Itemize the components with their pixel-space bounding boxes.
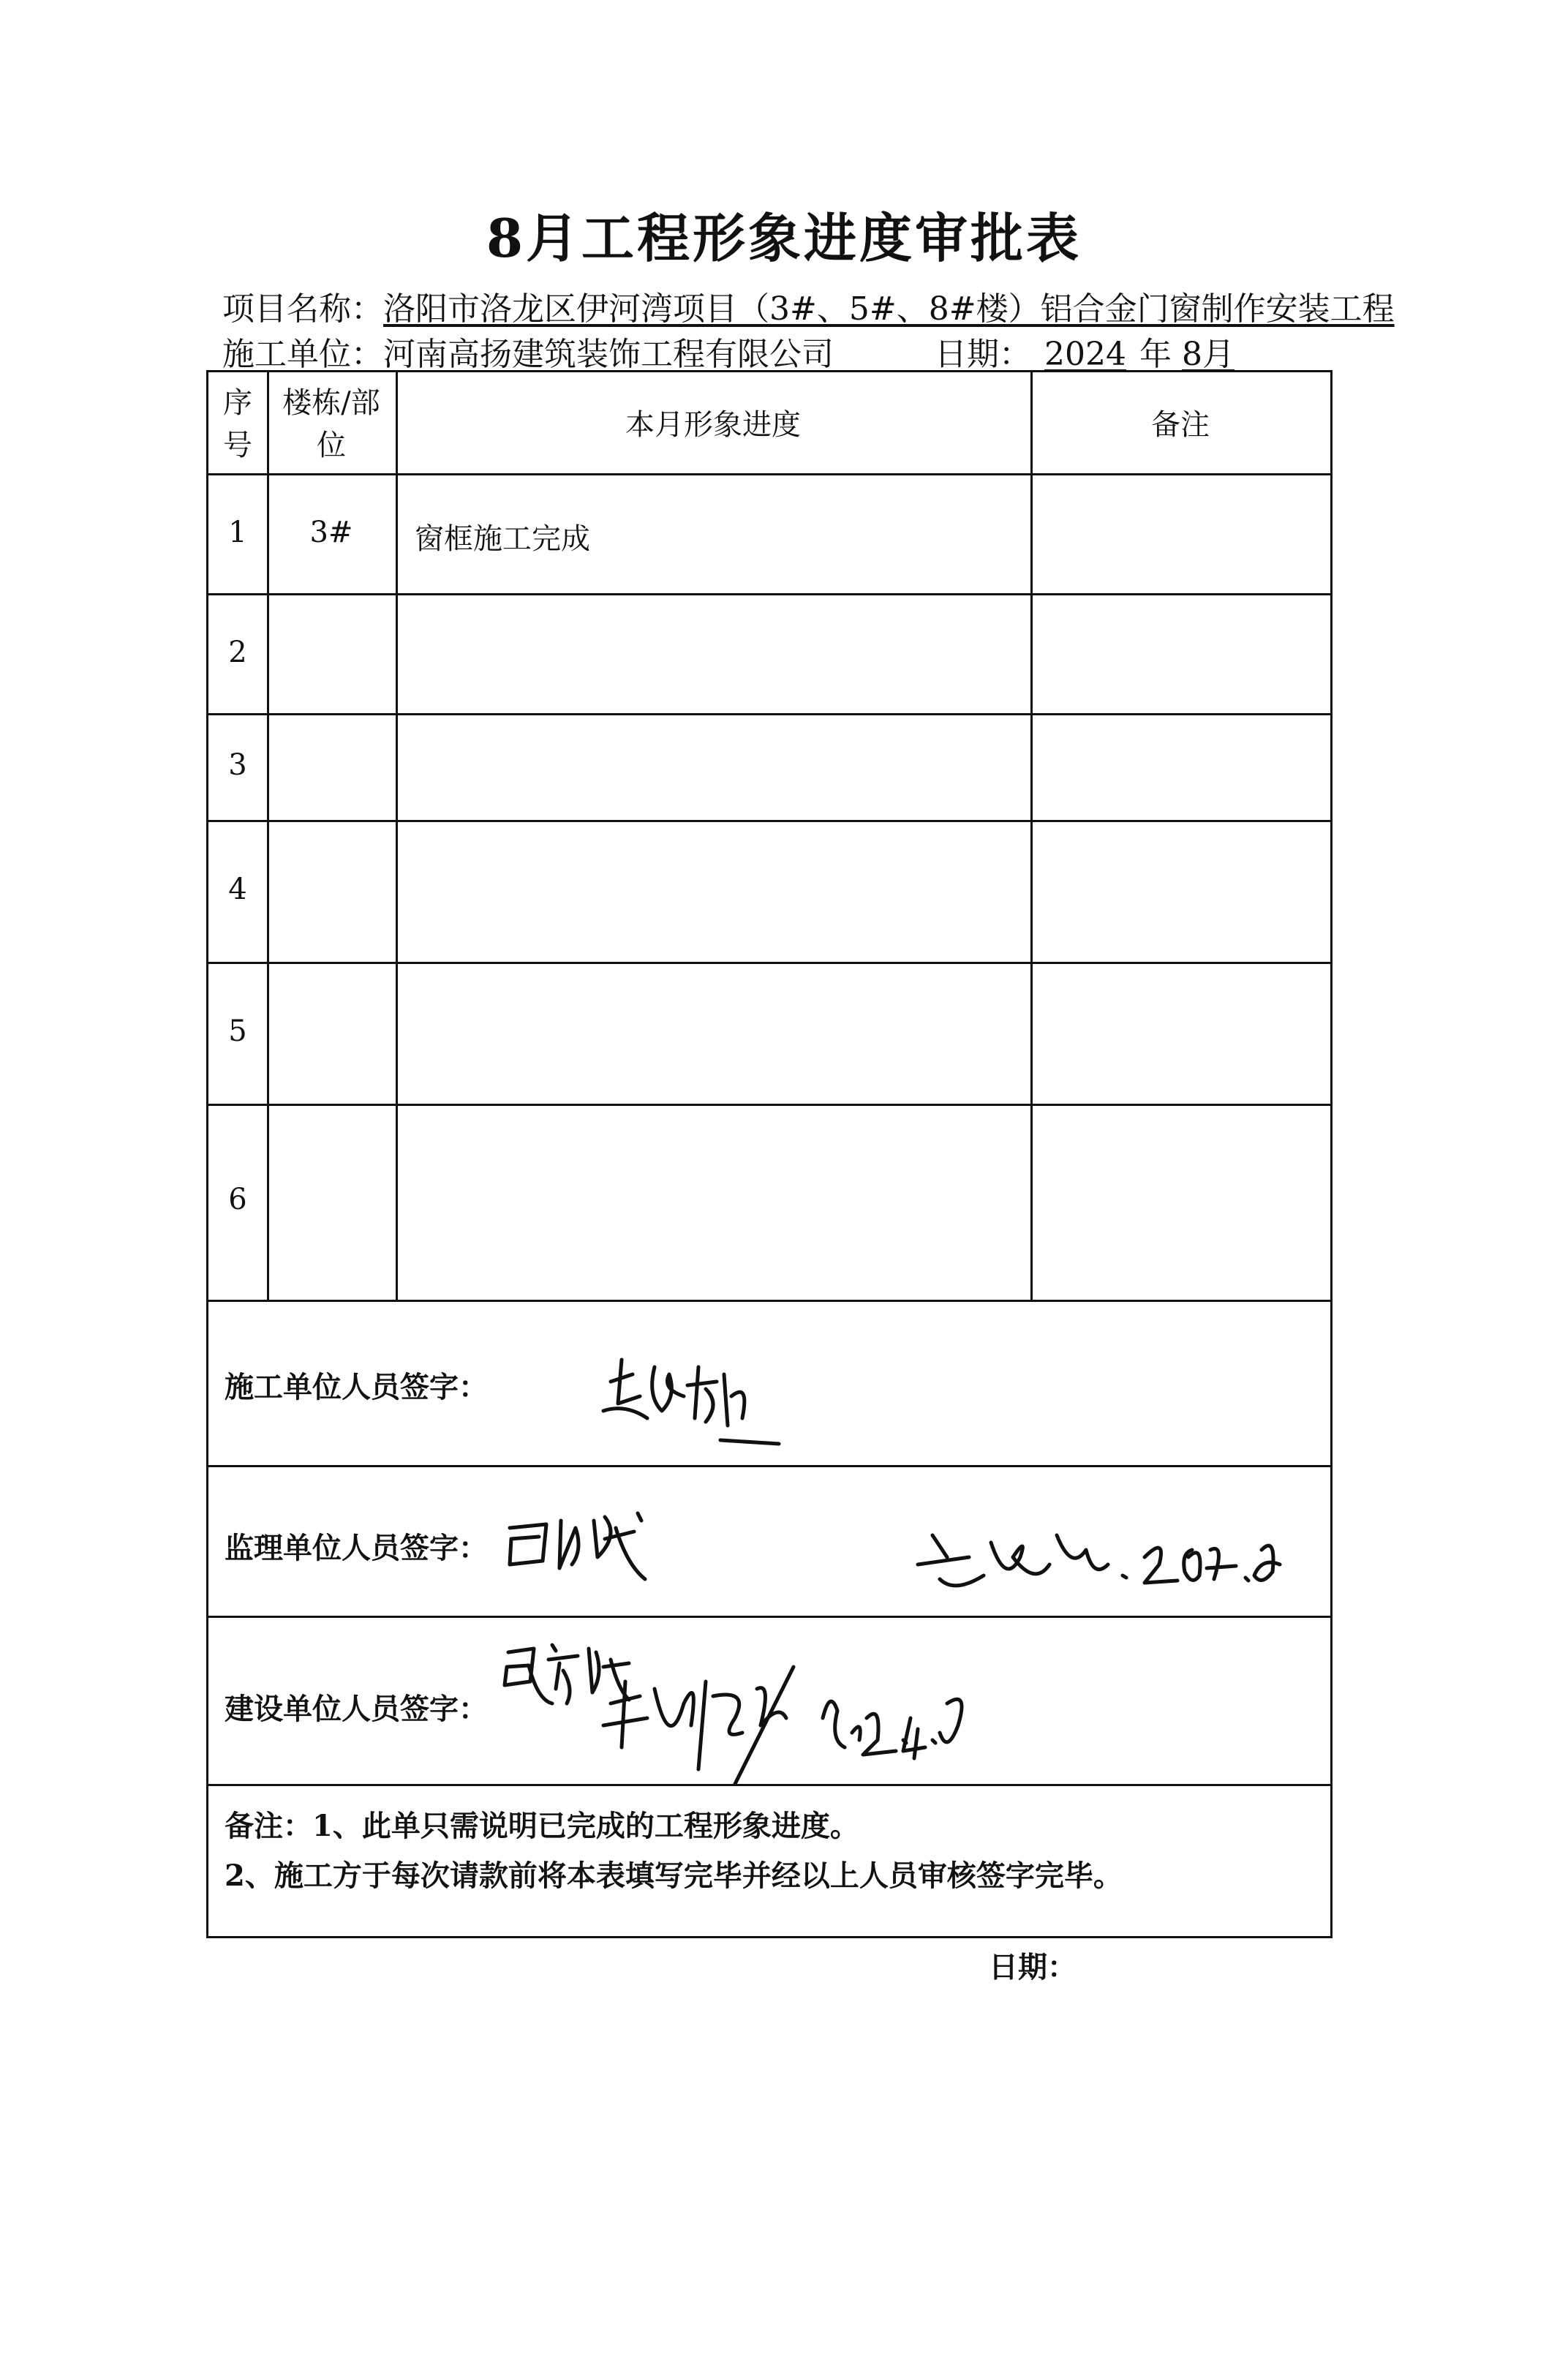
note-line-2: 2、施工方于每次请款前将本表填写完毕并经以上人员审核签字完毕。 [225,1859,1123,1893]
supervisor-signature [903,1513,1313,1623]
project-line [222,282,1395,329]
row-divider [208,820,1330,822]
owner-signature-label: 建设单位人员签字： [225,1692,488,1726]
row-divider [208,473,1330,475]
progress-table [206,370,1333,1938]
note-line-1: 备注：1、此单只需说明已完成的工程形象进度。 [225,1809,859,1843]
contractor-signature-label: 施工单位人员签字： [225,1370,488,1404]
supervisor-signature-label: 监理单位人员签字： [225,1531,488,1565]
date-label: 日期： [935,336,1031,373]
contractor-label: 施工单位： [222,336,383,373]
contractor-signature [596,1352,786,1455]
contractor-name: 河南高扬建筑装饰工程有限公司 [383,336,834,373]
row-4-seq: 4 [228,873,247,906]
owner-signature [589,1660,1057,1791]
supervisor-completed-mark [495,1499,663,1594]
row-5-seq: 5 [228,1014,247,1048]
header-remarks: 备注 [1151,408,1210,442]
row-divider [208,713,1330,715]
header-progress: 本月形象进度 [625,408,801,442]
header-date [935,328,1235,374]
project-label: 项目名称： [222,290,383,328]
col-divider-1 [267,372,269,1300]
col-divider-3 [1030,372,1033,1300]
form-title: 8月工程形象进度审批表 [486,207,1082,269]
row-6-seq: 6 [228,1183,247,1216]
date-year: 2024 [1044,336,1126,373]
row-1-progress: 窗框施工完成 [415,522,590,556]
header-building-1: 楼栋/部 [282,386,380,420]
header-seq-2: 号 [223,429,252,462]
header-building-2: 位 [317,429,346,462]
footer-date-label: 日期： [989,1950,1077,1984]
header-seq-1: 序 [223,386,252,420]
date-year-suffix: 年 [1139,336,1172,373]
project-name: 洛阳市洛龙区伊河湾项目（3#、5#、8#楼）铝合金门窗制作安装工程 [383,290,1395,328]
row-divider [208,1104,1330,1106]
row-divider [208,1465,1330,1467]
row-divider [208,962,1330,964]
row-1-seq: 1 [228,516,247,549]
row-divider [208,1300,1330,1302]
row-divider [208,593,1330,595]
row-1-building: 3# [309,516,353,549]
col-divider-2 [396,372,398,1300]
row-2-seq: 2 [228,636,247,669]
contractor-line [222,328,834,374]
date-month: 8月 [1182,336,1235,373]
row-3-seq: 3 [228,748,247,782]
